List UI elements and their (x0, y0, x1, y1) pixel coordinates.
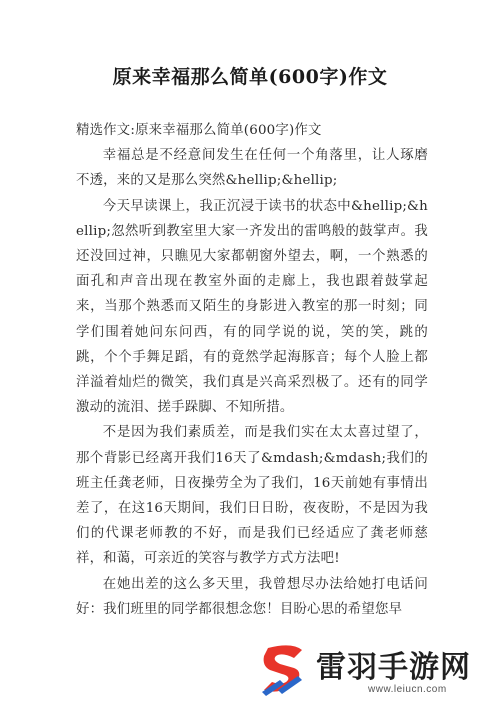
watermark-name: 雷羽手游网 (316, 650, 471, 685)
article-body (76, 118, 428, 622)
paragraph: 今天早读课上，我正沉浸于读书的状态中&hellip;&hellip;忽然听到教室里大家一齐发出的雷鸣般的鼓掌声。我还没回过神，只瞧见大家都朝窗外望去，啊，一个熟悉的面孔和声音出现在教室外面的走廊上，我也跟着鼓掌起来，当那个熟悉而又陌生的身影进入教室的那一时刻；同学们围着她问东问西，有的同学说的说，笑的笑，跳的跳，个个手舞足蹈，有的竟然学起海豚音；每个人脸上都洋溢着灿烂的微笑，我们真是兴高采烈极了。还有的同学激动的流泪、搓手跺脚、不知所措。 (76, 198, 428, 416)
paragraph: 幸福总是不经意间发生在任何一个角落里，让人琢磨不透，来的又是那么突然&hellip;&hellip; (76, 148, 428, 189)
paragraph: 在她出差的这么多天里，我曾想尽办法给她打电话问好：我们班里的同学都很想念您！目盼心思的希望您早 (76, 576, 428, 617)
paragraph: 不是因为我们素质差，而是我们实在太太喜过望了，那个背影已经离开我们16天了&mdash;&mdash;我们的班主任龚老师，日夜操劳全为了我们，16天前她有事情出差了，在这16天期间，我们日日盼，夜夜盼，不是因为我们的代课老师教的不好，而是我们已经适应了龚老师慈祥，和蔼，可亲近的笑容与教学方式方法吧! (76, 425, 428, 567)
page-title: 原来幸福那么简单(600字)作文 (112, 66, 388, 88)
brand-logo-icon (258, 640, 308, 698)
watermark-url: www.leiucn.com (368, 684, 447, 695)
paragraph-intro: 精选作文:原来幸福那么简单(600字)作文 (76, 123, 322, 138)
site-watermark (250, 632, 500, 707)
